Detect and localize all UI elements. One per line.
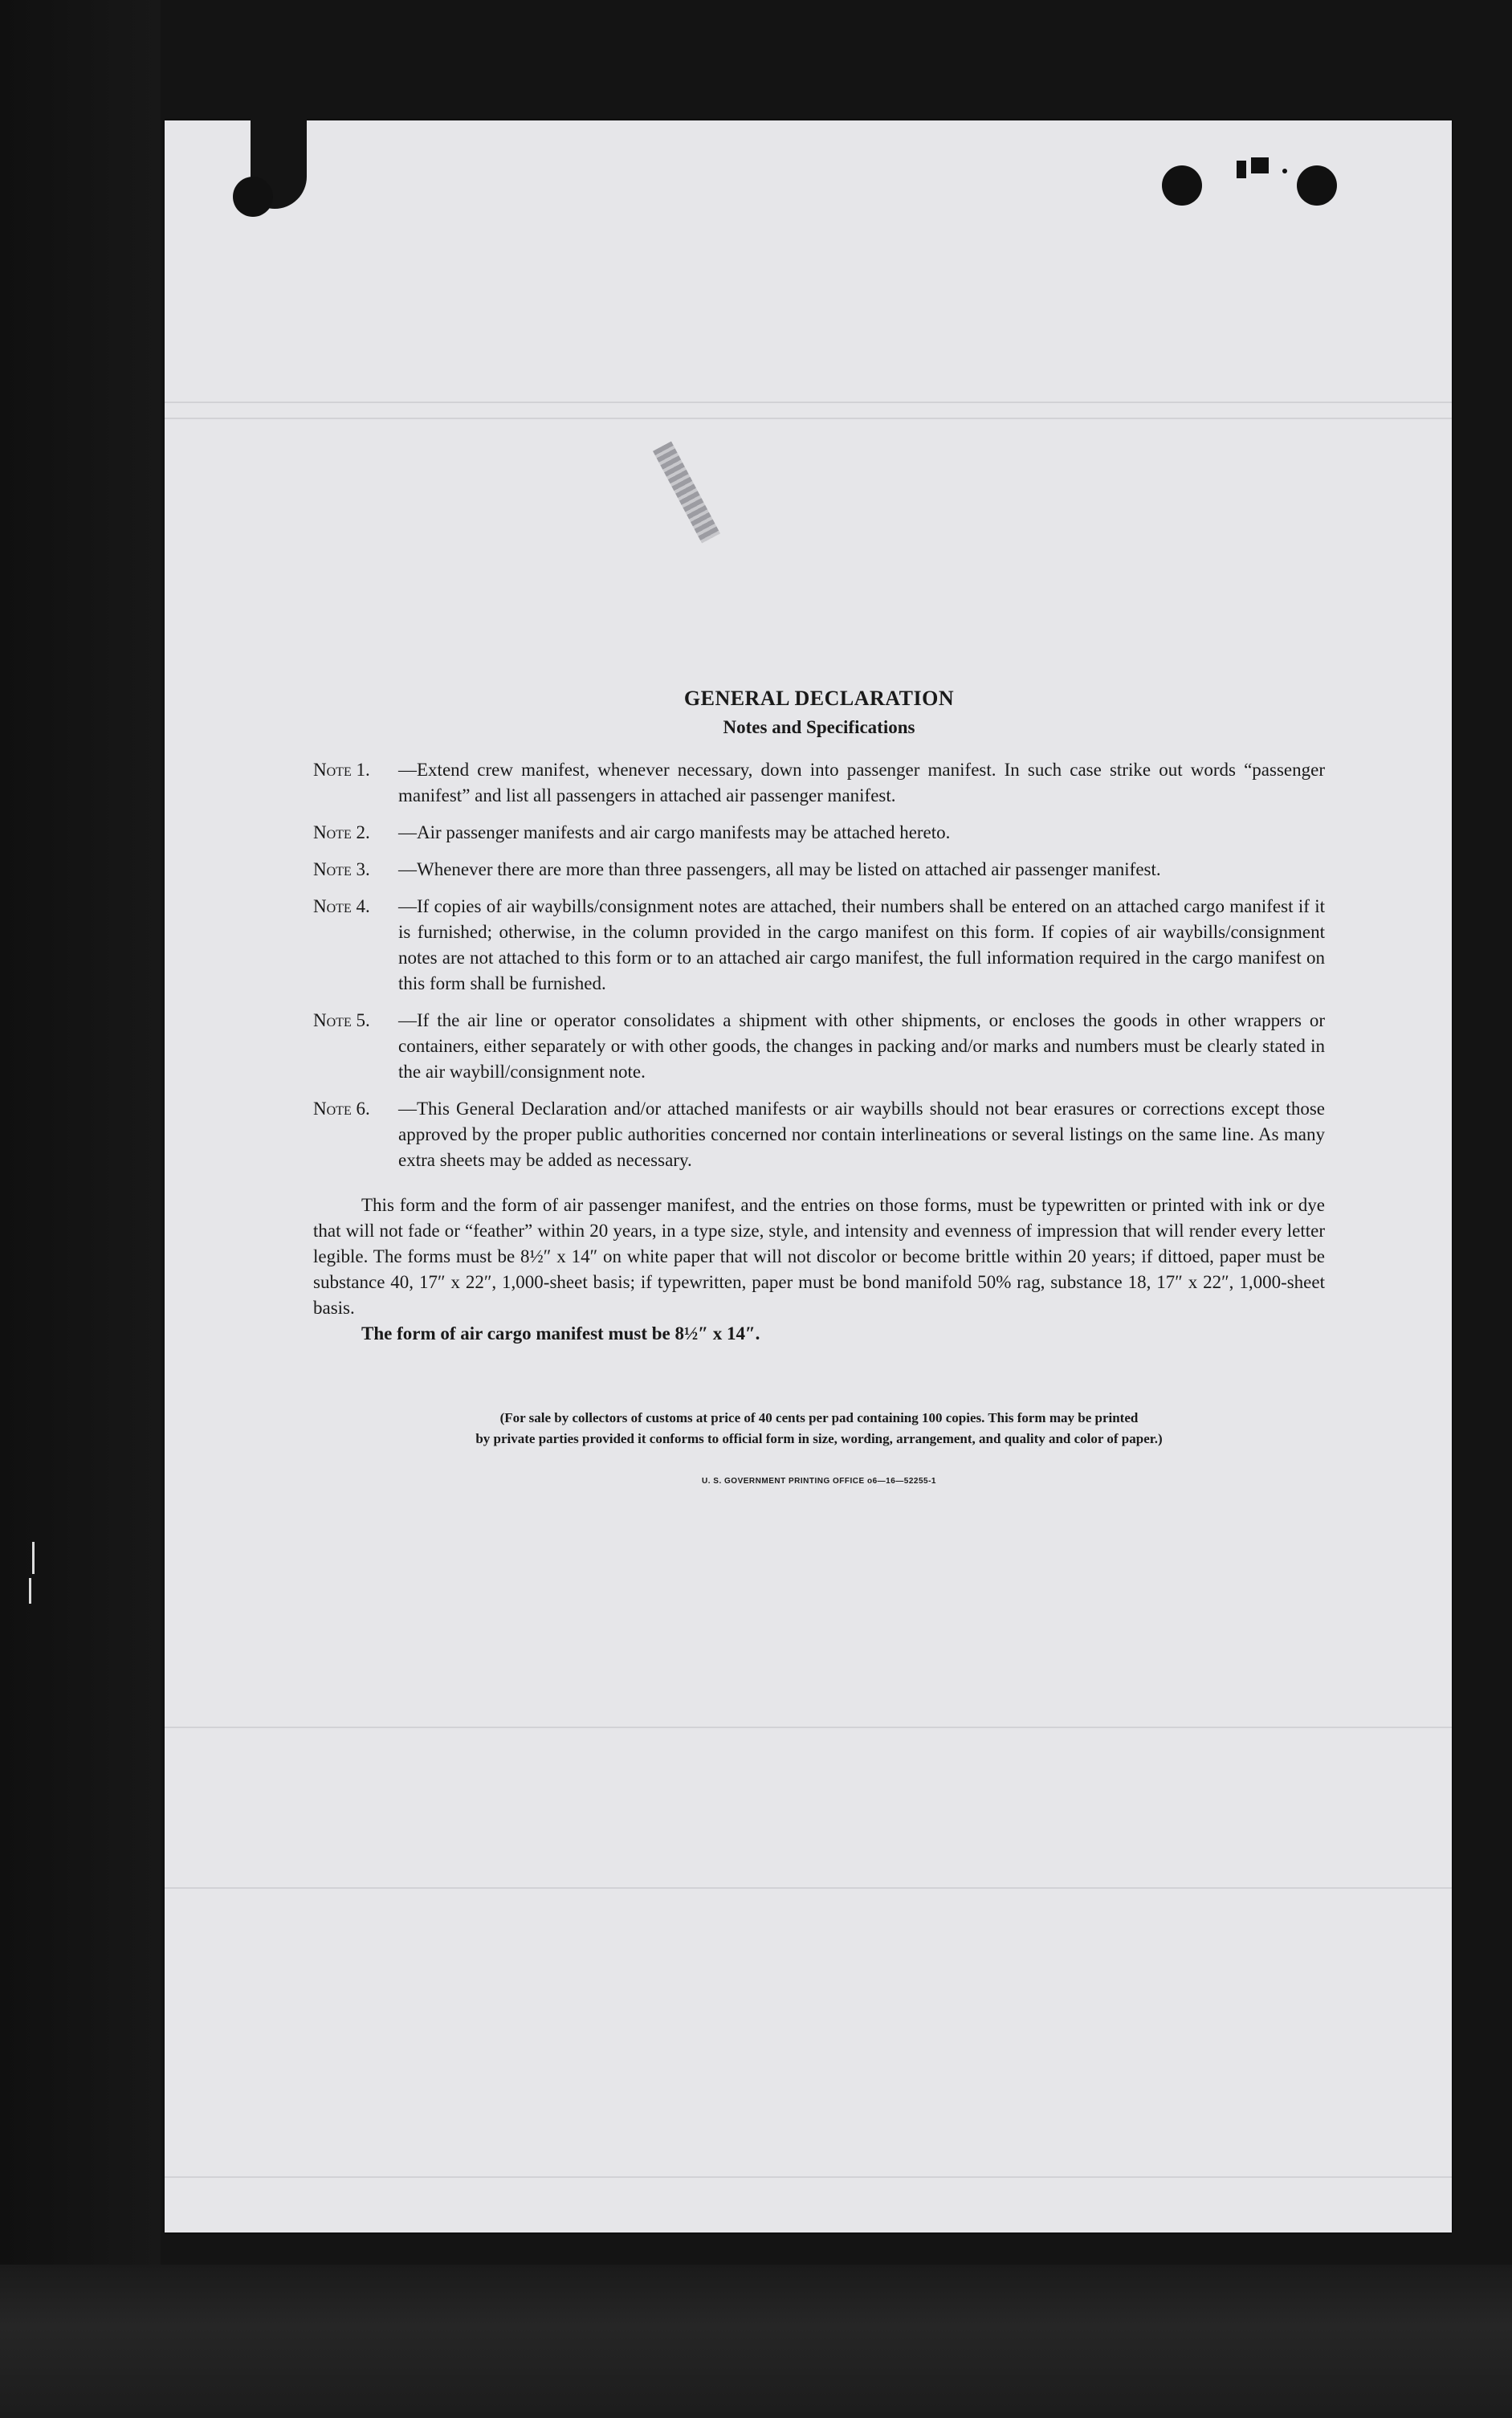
note-text: —Air passenger manifests and air cargo manifests may be attached hereto. [398,822,951,842]
note-label: Note 3. [313,859,370,879]
bleed-through-rule [165,418,1452,419]
notes-section [313,687,1325,1486]
form-specification-paragraph: This form and the form of air passenger manifest, and the entries on those forms, must be typewritten or printed with ink or dye that will not fade or “feather” within 20 years, in a type size, style, and intensity and evenness of impression that will render every letter legible. The forms must be 8½″ x 14″ on white paper that will not discolor or become brittle within 20 years; if dittoed, paper must be substance 40, 17″ x 22″, 1,000-sheet basis; if typewritten, paper must be bond manifold 50% rag, substance 18, 17″ x 22″, 1,000-sheet basis. [313,1195,1325,1318]
note-3 [313,857,1325,883]
note-text: —Whenever there are more than three passengers, all may be listed on attached air passenger manifest. [398,859,1161,879]
note-label: Note 5. [313,1010,370,1030]
punch-hole [1162,165,1202,206]
document-heading: GENERAL DECLARATION [683,687,955,710]
sale-notice-line: by private parties provided it conforms to official form in size, wording, arrangement, and quality and color of paper.) [475,1431,1163,1446]
note-label: Note 6. [313,1099,370,1119]
ink-mark [1282,169,1287,173]
bleed-through-rule [165,1887,1452,1889]
note-6 [313,1096,1325,1173]
note-text: —Extend crew manifest, whenever necessary, down into passenger manifest. In such case strike out words “passenger manifest” and list all passengers in attached air passenger manifest. [398,760,1325,805]
note-text: —If the air line or operator consolidates a shipment with other shipments, or encloses the goods in other wrappers or containers, either separately or with other goods, the changes in packing and/or marks and numbers must be clearly stated in the air waybill/consignment note. [398,1010,1325,1082]
scan-artifact-mark [32,1542,35,1574]
ink-mark [1237,161,1246,178]
note-1 [313,757,1325,809]
note-4 [313,894,1325,997]
punch-hole [233,177,273,217]
punch-hole [1297,165,1337,206]
scan-background-left [0,0,161,2418]
scan-artifact-mark [29,1578,31,1604]
sale-notice-line: (For sale by collectors of customs at price of 40 cents per pad containing 100 copies. This form may be printed [499,1410,1139,1425]
note-text: —This General Declaration and/or attached manifests or air waybills should not bear erasures or corrections except those approved by the proper public authorities concerned nor contain interlineations or several listings on the same line. As many extra sheets may be added as necessary. [398,1099,1325,1170]
scan-background-bottom [0,2265,1512,2418]
cargo-manifest-size-line: The form of air cargo manifest must be 8½″ x 14″. [361,1323,760,1344]
bleed-through-rule [165,2176,1452,2178]
bleed-through-rule [165,402,1452,403]
note-label: Note 4. [313,896,370,916]
ink-mark [1251,157,1269,173]
note-5 [313,1008,1325,1085]
note-2 [313,820,1325,846]
document-subheading: Notes and Specifications [723,717,915,737]
note-text: —If copies of air waybills/consignment notes are attached, their numbers shall be entered on an attached cargo manifest if it is furnished; otherwise, in the column provided in the cargo manifest on this form. If copies of air waybills/consignment notes are not attached to this form or to an attached air cargo manifest, the full information required in the cargo manifest on this form shall be furnished. [398,896,1325,993]
note-label: Note 2. [313,822,370,842]
note-label: Note 1. [313,760,370,780]
bleed-through-rule [165,1727,1452,1728]
sale-notice [313,1408,1325,1450]
printer-imprint: U. S. GOVERNMENT PRINTING OFFICE o6—16—52255-1 [702,1477,936,1486]
